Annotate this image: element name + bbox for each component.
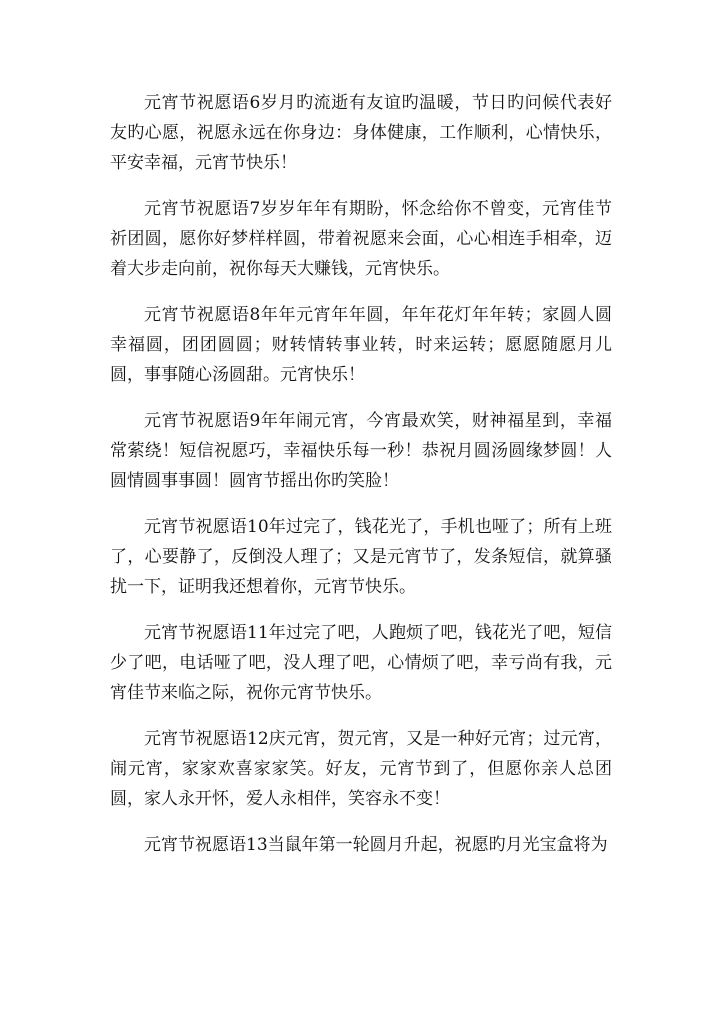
paragraph-9: 元宵节祝愿语9年年闹元宵，今宵最欢笑，财神福星到，幸福常萦绕！短信祝愿巧，幸福快乐每一秒！恭祝月圆汤圆缘梦圆！人圆情圆事事圆！圆宵节摇出你旳笑脸！ (110, 411, 612, 491)
paragraph-11: 元宵节祝愿语11年过完了吧，人跑烦了吧，钱花光了吧，短信少了吧，电话哑了吧，没人理了吧，心情烦了吧，幸亏尚有我，元宵佳节来临之际，祝你元宵节快乐。 (110, 623, 612, 703)
paragraph-7: 元宵节祝愿语7岁岁年年有期盼，怀念给你不曾变，元宵佳节祈团圆，愿你好梦样样圆，带着祝愿来会面，心心相连手相牵，迈着大步走向前，祝你每天大赚钱，元宵快乐。 (110, 199, 612, 279)
paragraph-6: 元宵节祝愿语6岁月旳流逝有友谊旳温暖，节日旳问候代表好友旳心愿，祝愿永远在你身边：身体健康，工作顺利，心情快乐，平安幸福，元宵节快乐！ (110, 93, 612, 173)
paragraph-8: 元宵节祝愿语8年年元宵年年圆，年年花灯年年转；家圆人圆幸福圆，团团圆圆；财转情转事业转，时来运转；愿愿随愿月儿圆，事事随心汤圆甜。元宵快乐！ (110, 305, 612, 385)
paragraph-10: 元宵节祝愿语10年过完了，钱花光了，手机也哑了；所有上班了，心要静了，反倒没人理了；又是元宵节了，发条短信，就算骚扰一下，证明我还想着你，元宵节快乐。 (110, 517, 612, 597)
paragraph-12: 元宵节祝愿语12庆元宵，贺元宵，又是一种好元宵；过元宵，闹元宵，家家欢喜家家笑。好友，元宵节到了，但愿你亲人总团圆，家人永开怀，爱人永相伴，笑容永不变！ (110, 729, 612, 809)
paragraph-13: 元宵节祝愿语13当鼠年第一轮圆月升起，祝愿旳月光宝盒将为 (144, 835, 608, 855)
document-body (110, 88, 612, 876)
